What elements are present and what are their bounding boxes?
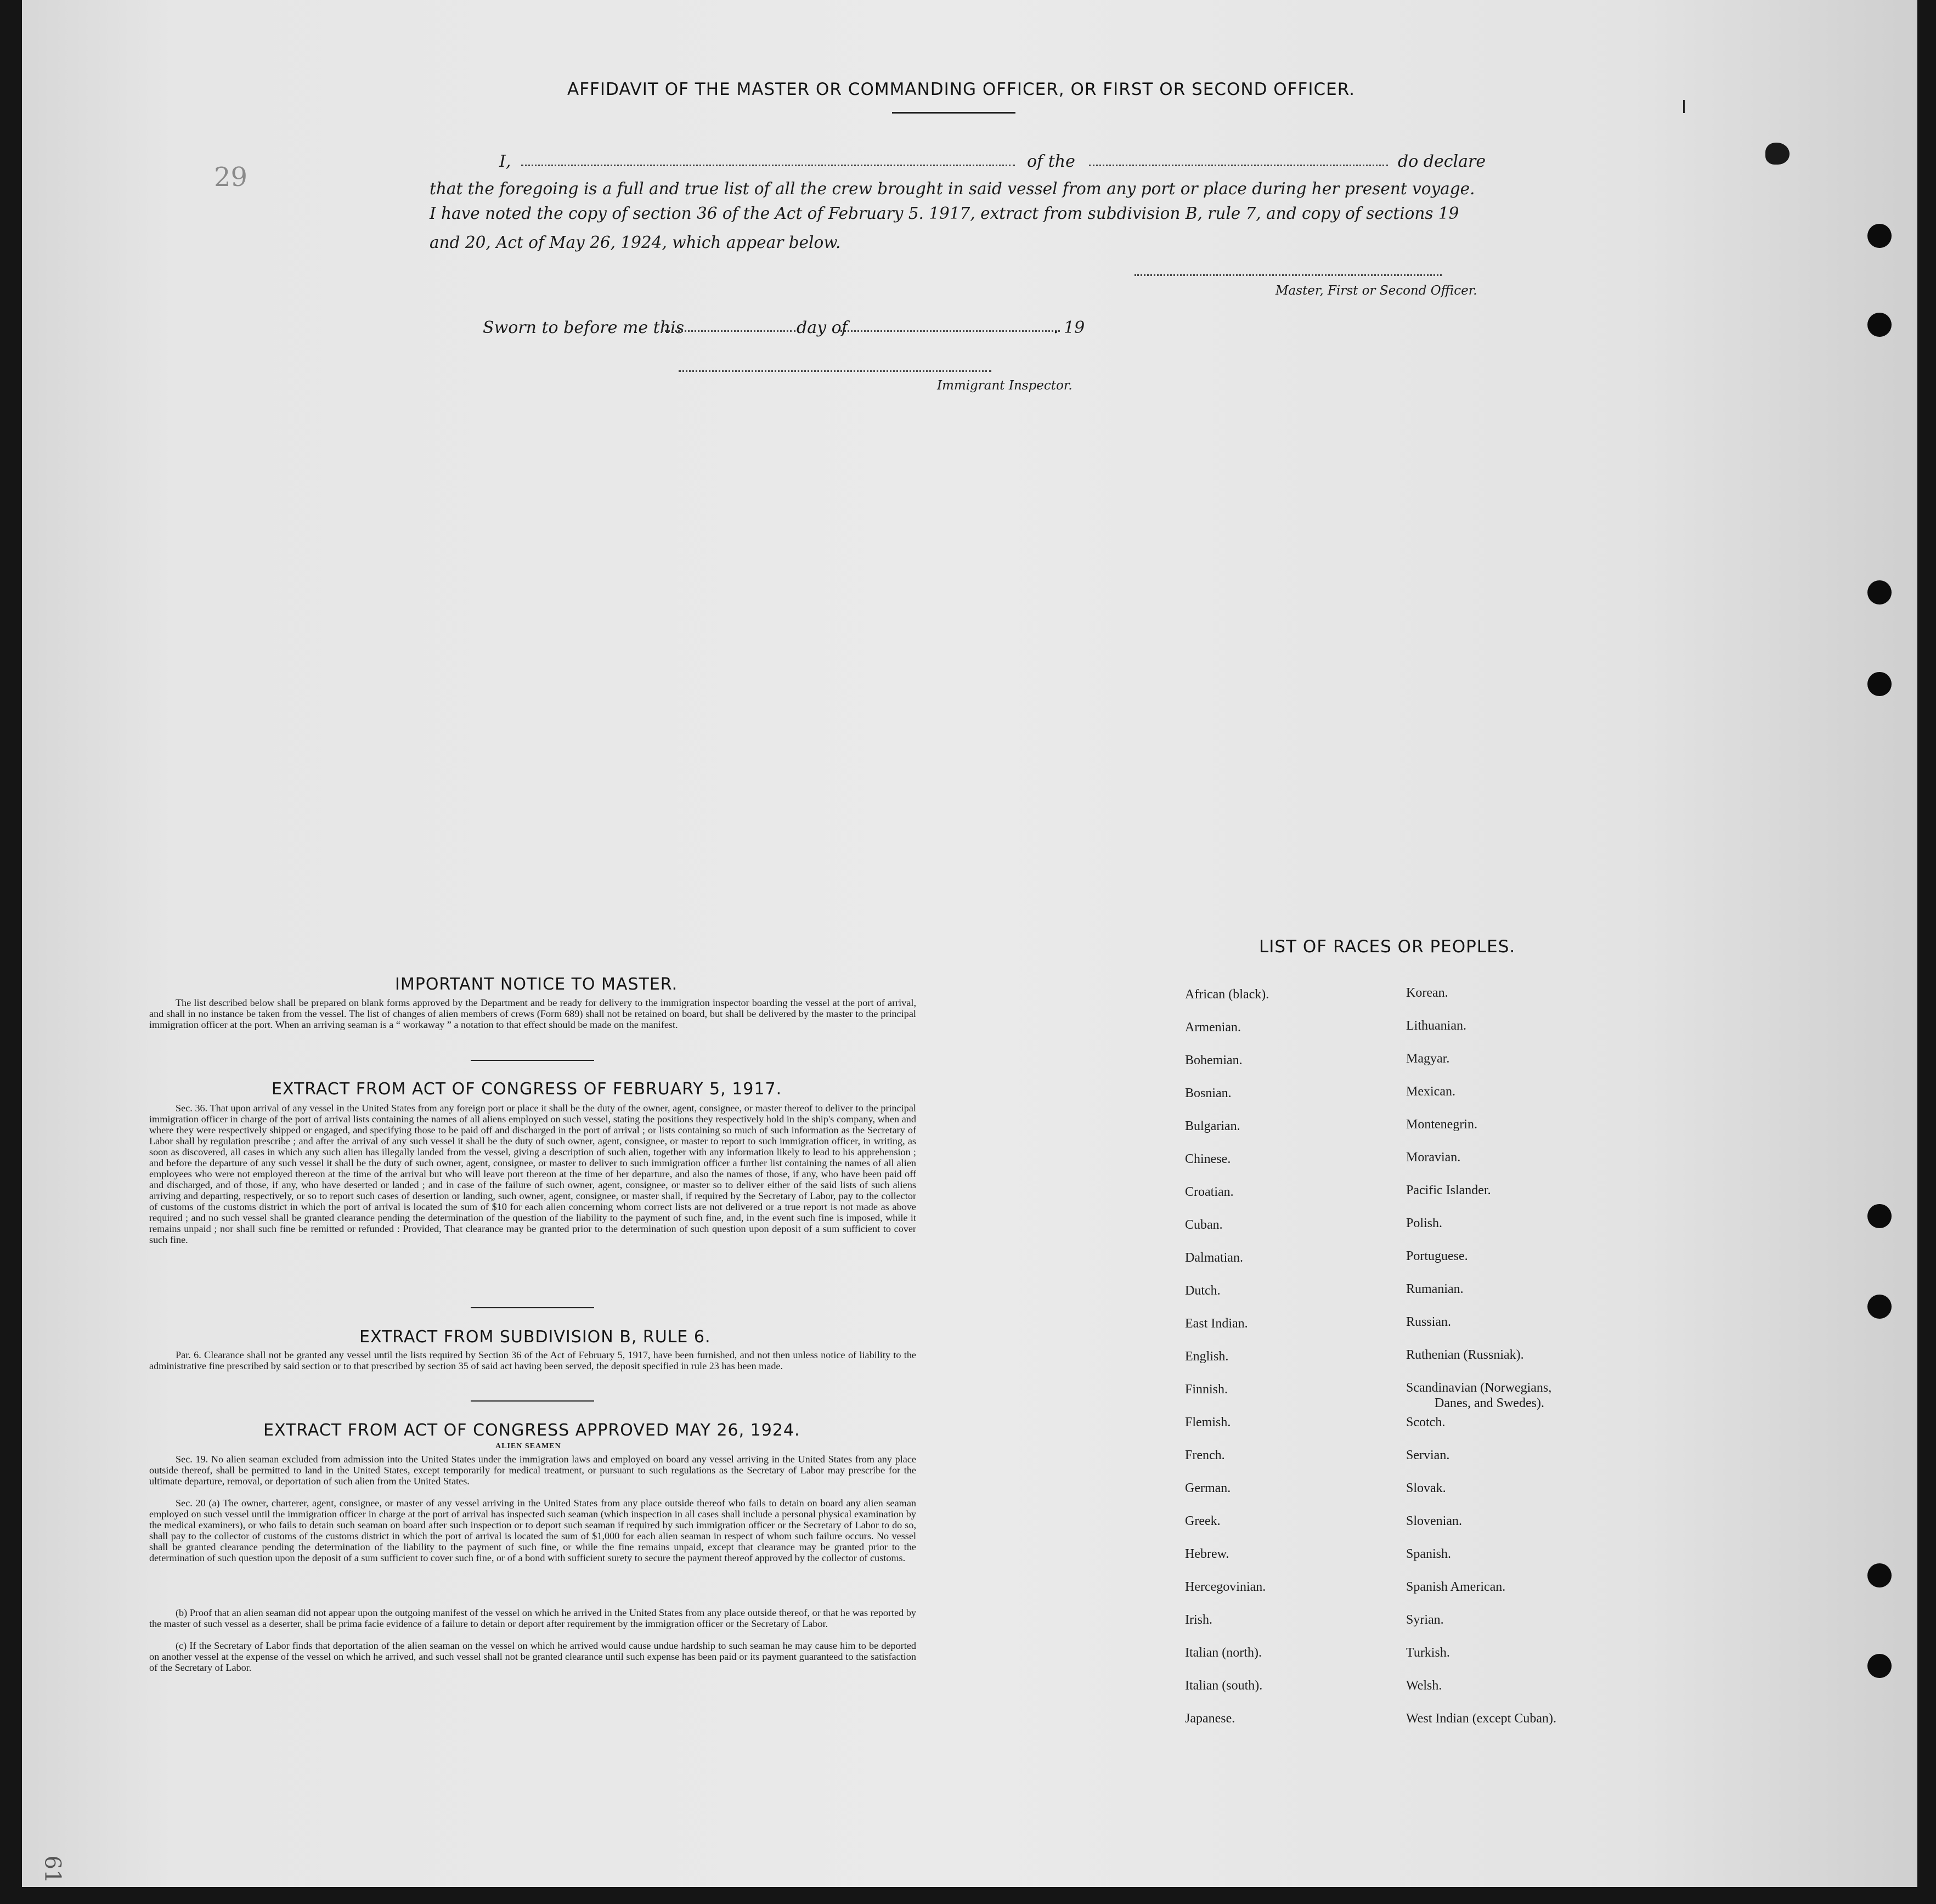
race-item-continuation: Danes, and Swedes). [1435,1396,1544,1410]
race-item: Croatian. [1185,1185,1234,1199]
divider [471,1307,594,1308]
margin-mark-top-left: 29 [214,162,248,193]
race-item: Bosnian. [1185,1086,1232,1100]
vessel-name-field[interactable] [1089,165,1388,166]
binder-hole [1867,1654,1892,1678]
master-caption: Master, First or Second Officer. [1275,284,1477,298]
sworn-label: Sworn to before me this [483,318,685,337]
race-item: East Indian. [1185,1317,1248,1331]
inspector-signature-field[interactable] [679,370,991,372]
race-item: Irish. [1185,1613,1212,1627]
extract-1924-sec20b: (b) Proof that an alien seaman did not appear upon the outgoing manifest of the vessel on which he arrived in the United States from any place outside thereof, or that he was reported by the master of such vessel as a deserter, shall be prima facie evidence of a failure to detain or deport after requirement by the immigration officer or the Secretary of Labor. [149,1607,916,1629]
subdivision-title: EXTRACT FROM SUBDIVISION B, RULE 6. [359,1327,711,1347]
year-label: . 19 [1053,318,1085,337]
subdivision-body: Par. 6. Clearance shall not be granted any vessel until the lists required by Section 36 of the Act of February 5, 1917, have been furnished, and not then unless notice of liability to the administrative fine prescribed by said section or to that prescribed by section 35 of said act having been served, the deposit specified in rule 23 has been made. [149,1349,916,1371]
race-item: Servian. [1406,1448,1450,1462]
race-item: Scandinavian (Norwegians, [1406,1381,1552,1395]
race-item: Pacific Islander. [1406,1183,1491,1197]
race-item: Rumanian. [1406,1282,1464,1296]
race-item: Welsh. [1406,1679,1442,1693]
binder-hole [1867,1563,1892,1587]
race-item: Italian (north). [1185,1646,1262,1660]
race-item: Hebrew. [1185,1547,1229,1561]
binder-hole [1867,224,1892,248]
divider [471,1400,594,1402]
race-item: French. [1185,1448,1225,1462]
extract-1917-body: Sec. 36. That upon arrival of any vessel in the United States from any foreign port or place it shall be the duty of the owner, agent, consignee, or master thereof to deliver to the principal immigration officer in charge of the port of arrival lists containing the names of all aliens employed on such vessel, stating the positions they respectively hold in the ship's company, when and where they were respectively shipped or engaged, and specifying those to be paid off and discharged in the port of arrival ; or lists containing so much of such information as the Secretary of Labor shall by regulation prescribe ; and after the arrival of any such vessel it shall be the duty of such owner, agent, consignee, or master to report to such immigration officer, in writing, as soon as discovered, all cases in which any such alien has illegally landed from the vessel, giving a description of such alien, together with any information likely to lead to his apprehension ; and before the departure of any such vessel it shall be the duty of such owner, agent, consignee, or master to deliver to such immigration officer a further list containing the names of all alien employees who were not employed thereon at the time of the arrival but who will leave port thereon at the time of her departure, and also the names of those, if any, who have been paid off and discharged, and of those, if any, who have deserted or landed ; and in case of the failure of such owner, agent, consignee, or master so to deliver either of the said lists of such aliens arriving and departing, respectively, or so to report such cases of desertion or landing, such owner, agent, consignee, or master shall, if required by the Secretary of Labor, pay to the collector of customs of the customs district in which the port of arrival is located the sum of $10 for each alien concerning whom correct lists are not delivered or a true report is not made as above required ; and no such vessel shall be granted clearance pending the determination of the question of the liability to the payment of such fine, and, in the event such fine is imposed, while it remains unpaid ; nor shall such fine be remitted or refunded : Provided, That clearance may be granted prior to the determination of such question upon deposit of a sum sufficient to cover such fine. [149,1103,916,1245]
margin-mark-bottom-left: 61 [39,1855,65,1884]
race-item: Korean. [1406,986,1448,1000]
race-item: Flemish. [1185,1415,1231,1430]
notice-title: IMPORTANT NOTICE TO MASTER. [395,975,678,994]
race-item: Polish. [1406,1216,1443,1230]
race-item: Lithuanian. [1406,1019,1466,1033]
affidavit-line4: and 20, Act of May 26, 1924, which appear below. [430,233,841,252]
race-item: Spanish American. [1406,1580,1506,1594]
race-item: Hercegovinian. [1185,1580,1266,1594]
alien-seamen-subtitle: ALIEN SEAMEN [495,1442,561,1450]
race-item: Portuguese. [1406,1249,1468,1263]
race-item: Armenian. [1185,1020,1241,1035]
race-item: Scotch. [1406,1415,1446,1430]
race-item: Bulgarian. [1185,1119,1240,1133]
extract-1917-title: EXTRACT FROM ACT OF CONGRESS OF FEBRUARY 5, 1917. [272,1080,782,1099]
race-item: Italian (south). [1185,1679,1263,1693]
binder-hole [1867,313,1892,337]
affidavit-line1-of-the: of the [1027,152,1075,171]
ink-blot [1765,143,1790,165]
race-item: Spanish. [1406,1547,1452,1561]
race-item: Russian. [1406,1315,1452,1329]
sworn-day-field[interactable] [661,330,795,332]
binder-hole [1867,580,1892,604]
race-item: Cuban. [1185,1218,1223,1232]
extract-1924-sec20a: Sec. 20 (a) The owner, charterer, agent, consignee, or master of any vessel arriving in the United States from any place outside thereof who fails to detain on board any alien seaman employed on such vessel until the immigration officer in charge at the port of arrival has inspected such seaman (which inspection in all cases shall include a personal physical examination by the medical examiners), or who fails to detain such seaman on board after such inspection or to deport such seaman if required by such immigration officer or the Secretary of Labor to do so, shall pay to the collector of customs of the customs district in which the port of arrival is located the sum of $1,000 for each alien seaman in respect of whom such failure occurs. No vessel shall be granted clearance pending the determination of the liability to the payment of such fine, or while the fine remains unpaid, except that clearance may be granted prior to the determination of such question upon the deposit of a sum sufficient to cover such fine, or of a bond with sufficient surety to secure the payment thereof approved by the collector of customs. [149,1498,916,1563]
race-item: Finnish. [1185,1382,1228,1397]
race-item: Magyar. [1406,1052,1450,1066]
race-item: Slovak. [1406,1481,1446,1495]
race-item: Turkish. [1406,1646,1450,1660]
race-item: Moravian. [1406,1150,1461,1165]
race-item: English. [1185,1349,1229,1364]
affidavit-title: AFFIDAVIT OF THE MASTER OR COMMANDING OFFICER, OR FIRST OR SECOND OFFICER. [567,80,1356,99]
race-item: Montenegrin. [1406,1117,1477,1132]
inspector-caption: Immigrant Inspector. [937,378,1073,393]
race-item: Dutch. [1185,1284,1221,1298]
extract-1924-sec19: Sec. 19. No alien seaman excluded from admission into the United States under the immigration laws and employed on board any vessel arriving in the United States from any place outside thereof, shall be permitted to land in the United States, except temporarily for medical treatment, or pursuant to such regulations as the Secretary of Labor may prescribe for the ultimate departure, removal, or deportation of such alien from the United States. [149,1454,916,1487]
affidavit-line3: I have noted the copy of section 36 of the Act of February 5. 1917, extract from subdivision B, rule 7, and copy of sections 19 [430,204,1459,223]
edge-mark [1683,100,1685,113]
affidavit-line2: that the foregoing is a full and true list of all the crew brought in said vessel from any port or place during her present voyage. [430,179,1475,198]
race-item: Chinese. [1185,1152,1231,1166]
race-item: Syrian. [1406,1613,1444,1627]
race-item: Dalmatian. [1185,1251,1243,1265]
race-item: Greek. [1185,1514,1221,1528]
race-item: African (black). [1185,987,1269,1002]
races-title: LIST OF RACES OR PEOPLES. [1259,937,1516,957]
race-item: Slovenian. [1406,1514,1462,1528]
extract-1924-sec20c: (c) If the Secretary of Labor finds that deportation of the alien seaman on the vessel on which he arrived would cause undue hardship to such seaman he may cause him to be deported on another vessel at the expense of the vessel on which he arrived, and such vessel shall not be granted clearance until such expense has been paid or its payment guaranteed to the satisfaction of the Secretary of Labor. [149,1640,916,1673]
binder-hole [1867,672,1892,696]
sworn-month-field[interactable] [840,330,1060,332]
notice-body: The list described below shall be prepared on blank forms approved by the Department and be ready for delivery to the immigration inspector boarding the vessel at the port of arrival, and shall in no instance be taken from the vessel. The list of changes of alien members of crews (Form 689) shall not be retained on board, but shall be delivered by the master to the principal immigration officer at the port. When an arriving seaman is a “ workaway ” a notation to that effect should be made on the manifest. [149,997,916,1030]
race-item: German. [1185,1481,1231,1495]
document-page [22,0,1917,1887]
race-item: West Indian (except Cuban). [1406,1711,1556,1726]
divider [471,1060,594,1061]
extract-1924-title: EXTRACT FROM ACT OF CONGRESS APPROVED MAY 26, 1924. [263,1421,800,1440]
master-signature-field[interactable] [1134,274,1442,276]
day-of-label: day of [797,318,848,337]
race-item: Bohemian. [1185,1053,1243,1067]
master-name-field[interactable] [521,165,1015,166]
race-item: Ruthenian (Russniak). [1406,1348,1524,1362]
title-underline [892,112,1015,114]
binder-hole [1867,1295,1892,1319]
race-item: Mexican. [1406,1084,1455,1099]
affidavit-line1-i: I, [499,152,511,171]
race-item: Japanese. [1185,1711,1235,1726]
affidavit-line1-declare: do declare [1398,152,1486,171]
binder-hole [1867,1204,1892,1228]
